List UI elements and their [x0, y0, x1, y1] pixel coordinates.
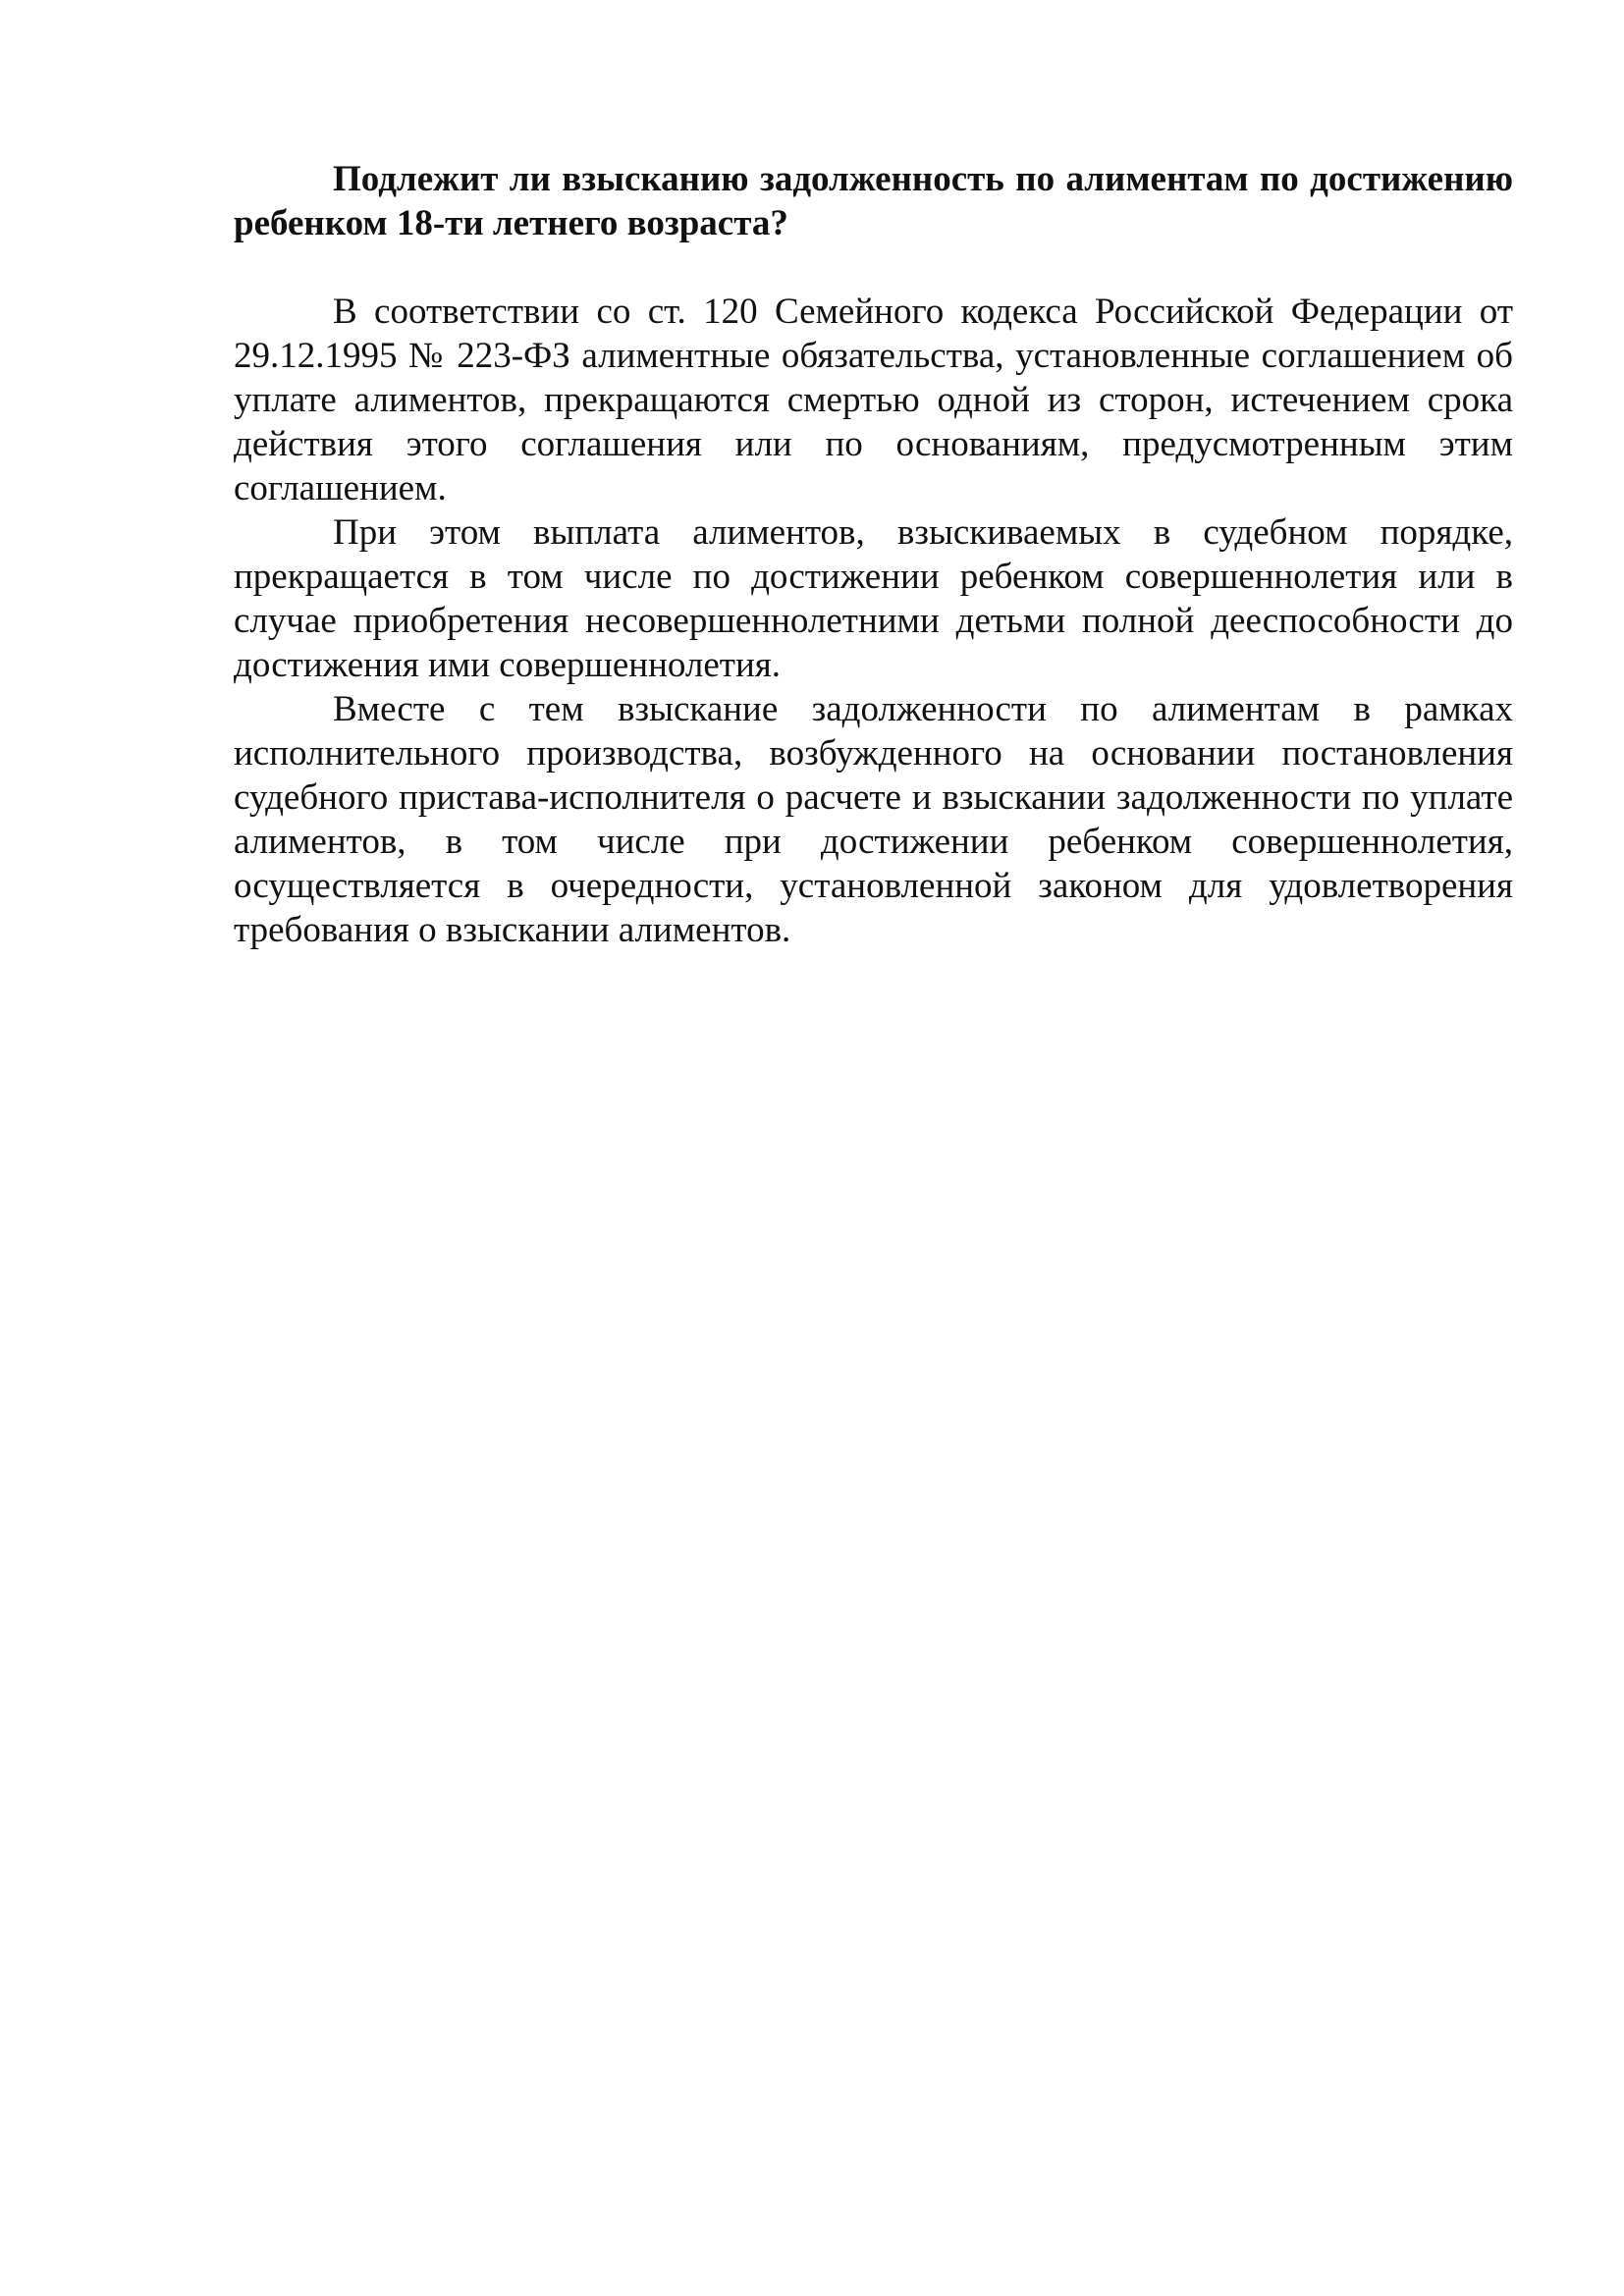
- paragraph-3: Вместе с тем взыскание задолженности по алиментам в рамках исполнительного производства, возбужденного на основании постановления судебного пристава-исполнителя о расчете и взыскании задолженности по уплате алиментов, в том числе при достижении ребенком совершеннолетия, осуществляется в очередности, установленной законом для удовлетворения требования о взыскании алиментов.: [234, 689, 1513, 950]
- document-body: [234, 157, 1513, 952]
- paragraph-1: В соответствии со ст. 120 Семейного кодекса Российской Федерации от 29.12.1995 № 223-ФЗ алиментные обязательства, установленные соглашением об уплате алиментов, прекращаются смертью одной из сторон, истечением срока действия этого соглашения или по основаниям, предусмотренным этим соглашением.: [234, 292, 1513, 508]
- paragraph-2: При этом выплата алиментов, взыскиваемых в судебном порядке, прекращается в том числе по достижении ребенком совершеннолетия или в случае приобретения несовершеннолетними детьми полной дееспособности до достижения ими совершеннолетия.: [234, 512, 1513, 685]
- document-title: Подлежит ли взысканию задолженность по алиментам по достижению ребенком 18-ти летнего возраста?: [234, 159, 1513, 243]
